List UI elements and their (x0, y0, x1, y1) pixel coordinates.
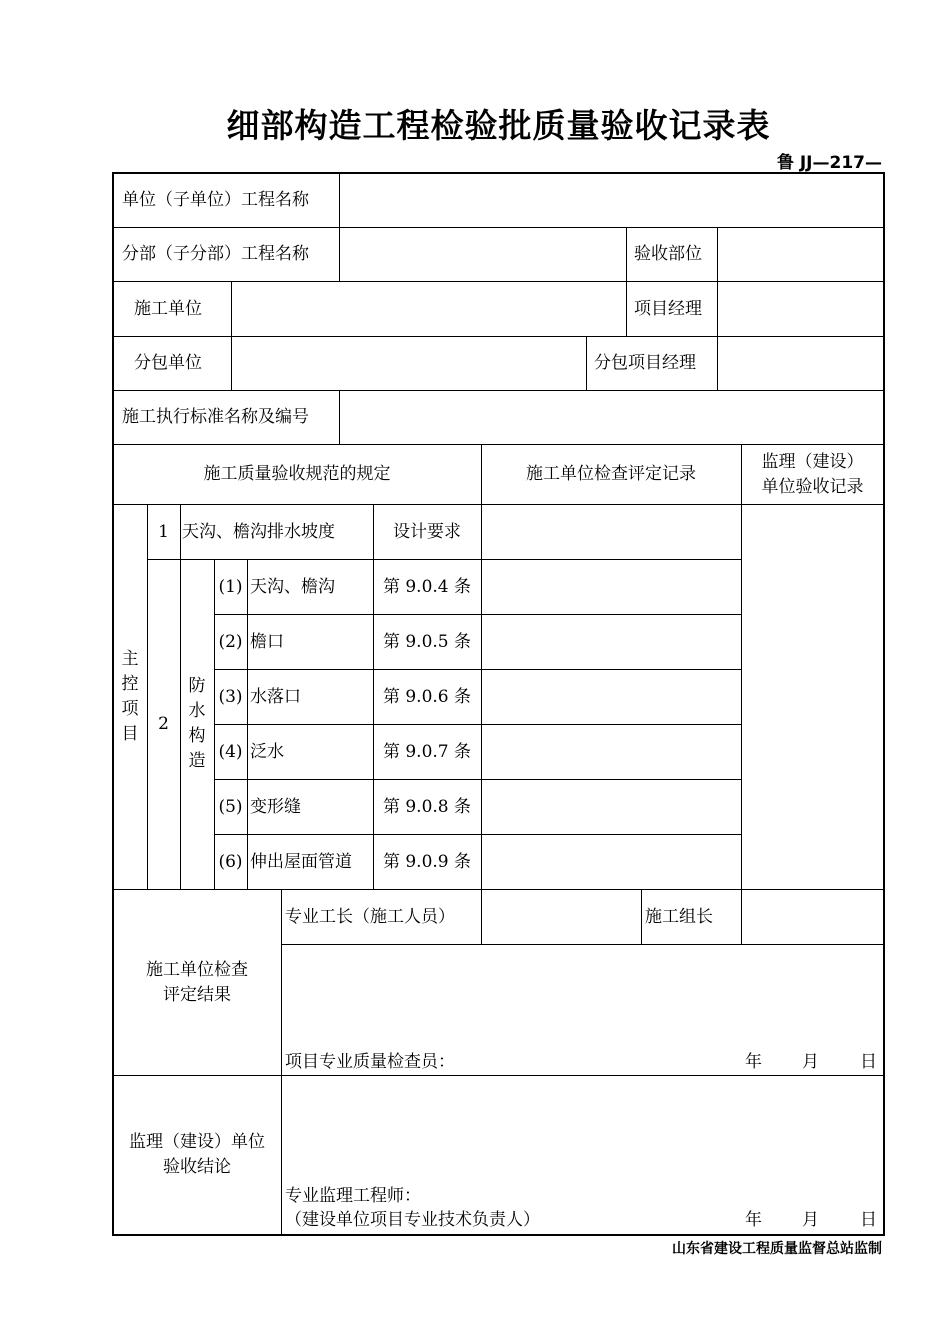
inspector-label: 项目专业质量检查员： (285, 1052, 455, 1072)
col-line (586, 336, 587, 390)
row-line (113, 444, 884, 445)
item2-group-label: 防水构造 (188, 676, 206, 771)
row-line (214, 669, 741, 670)
row-line (214, 614, 741, 615)
row-line (113, 336, 884, 337)
sub-item-number: (3) (218, 687, 243, 707)
sub-item-name: 檐口 (250, 632, 284, 652)
row-line (113, 889, 884, 890)
result-label-line2: 评定结果 (163, 985, 231, 1005)
sub-item-name: 水落口 (250, 687, 301, 707)
date-month: 月 (802, 1210, 819, 1230)
row-line (113, 504, 884, 505)
sub-item-number: (5) (218, 797, 243, 817)
col-line (231, 281, 232, 390)
row-line (113, 227, 884, 228)
sub-item-name: 泛水 (250, 742, 284, 762)
col-line (481, 444, 482, 945)
standard-name-label: 施工执行标准名称及编号 (122, 407, 309, 427)
conclusion-label-line2: 验收结论 (163, 1157, 231, 1177)
supervision-header-line2: 单位验收记录 (761, 477, 864, 497)
date-day: 日 (860, 1052, 877, 1072)
sub-item-name: 伸出屋面管道 (250, 852, 352, 872)
row-line (113, 281, 884, 282)
unit-project-name-label: 单位（子单位）工程名称 (122, 190, 309, 210)
form-code: 鲁 JJ—217— (776, 153, 882, 173)
row-line (113, 1075, 884, 1076)
conclusion-label-line1: 监理（建设）单位 (129, 1132, 265, 1152)
sub-item-clause: 第 9.0.4 条 (382, 577, 472, 597)
supervision-engineer-label: 专业监理工程师： (285, 1186, 421, 1206)
col-line (339, 173, 340, 282)
sub-item-number: (2) (218, 632, 243, 652)
date-month: 月 (802, 1052, 819, 1072)
sub-item-clause: 第 9.0.7 条 (382, 742, 472, 762)
date-day: 日 (860, 1210, 877, 1230)
col-line (641, 889, 642, 944)
page-title: 细部构造工程检验批质量验收记录表 (226, 106, 771, 145)
row-line (214, 779, 741, 780)
sub-item-clause: 第 9.0.8 条 (382, 797, 472, 817)
sub-item-name: 变形缝 (250, 797, 301, 817)
sub-item-number: (6) (218, 852, 243, 872)
row-line (113, 390, 884, 391)
spec-header: 施工质量验收规范的规定 (203, 464, 391, 484)
date-year: 年 (745, 1210, 762, 1230)
date-year: 年 (745, 1052, 762, 1072)
sub-project-name-label: 分部（子分部）工程名称 (122, 244, 309, 264)
sub-item-clause: 第 9.0.5 条 (382, 632, 472, 652)
sub-item-name: 天沟、檐沟 (250, 577, 335, 597)
item2-number: 2 (158, 714, 169, 734)
sub-item-clause: 第 9.0.9 条 (382, 852, 472, 872)
col-line (717, 227, 718, 390)
item1-name: 天沟、檐沟排水坡度 (182, 522, 335, 542)
item1-number: 1 (158, 522, 169, 542)
main-control-label: 主控项目 (121, 649, 139, 744)
col-line (626, 227, 627, 336)
owner-representative-label: （建设单位项目专业技术负责人） (285, 1210, 540, 1230)
subcontract-manager-label: 分包项目经理 (594, 353, 696, 373)
issuer-footer: 山东省建设工程质量监督总站监制 (672, 1241, 882, 1257)
col-line (247, 559, 248, 889)
check-record-header: 施工单位检查评定记录 (526, 464, 696, 484)
result-label-line1: 施工单位检查 (146, 960, 248, 980)
team-leader-label: 施工组长 (645, 907, 713, 927)
row-line (214, 834, 741, 835)
sub-item-clause: 第 9.0.6 条 (382, 687, 472, 707)
col-line (180, 504, 181, 889)
col-line (214, 559, 215, 889)
col-line (281, 889, 282, 1235)
subcontract-unit-label: 分包单位 (134, 353, 202, 373)
supervision-header-line1: 监理（建设） (761, 452, 864, 472)
row-line (214, 724, 741, 725)
sub-item-number: (1) (218, 577, 243, 597)
sub-item-number: (4) (218, 742, 243, 762)
col-line (741, 444, 742, 945)
foreman-label: 专业工长（施工人员） (285, 907, 455, 927)
item1-requirement: 设计要求 (393, 522, 461, 542)
row-line (281, 944, 884, 945)
project-manager-label: 项目经理 (634, 299, 702, 319)
col-line (147, 504, 148, 889)
acceptance-part-label: 验收部位 (634, 244, 702, 264)
construction-unit-label: 施工单位 (134, 299, 202, 319)
row-line (147, 559, 741, 560)
col-line (339, 390, 340, 444)
